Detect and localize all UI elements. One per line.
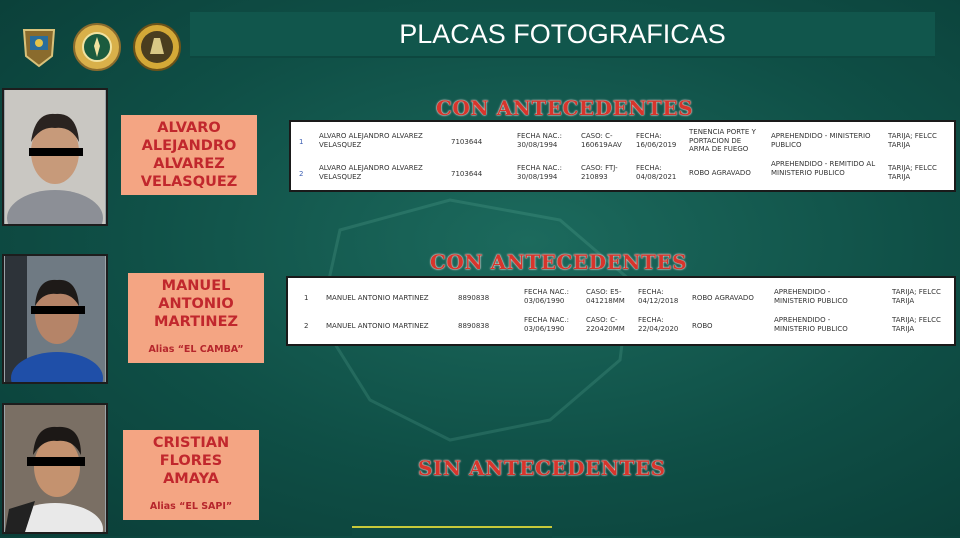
row-place: TARIJA; FELCC TARIJA: [888, 132, 937, 149]
person-name-line: MARTINEZ: [153, 314, 238, 330]
person-name-box-3: [123, 430, 259, 520]
row-number: 1: [304, 294, 309, 302]
row-status: APREHENDIDO - REMITIDO AL MINISTERIO PUBLICO: [771, 160, 876, 177]
person-photo-3: [2, 403, 108, 534]
row-name: MANUEL ANTONIO MARTINEZ: [326, 322, 429, 330]
row-place: TARIJA; FELCC TARIJA: [892, 288, 941, 305]
person-name-box-2: [128, 273, 264, 363]
person-name-line: AMAYA: [163, 471, 219, 487]
face-photo-icon: [4, 405, 106, 532]
row-number: 2: [304, 322, 309, 330]
row-date: FECHA: 16/06/2019: [636, 132, 677, 149]
row-case: CASO: C-220420MM: [586, 316, 625, 333]
row-crime: ROBO AGRAVADO: [689, 169, 751, 177]
face-photo-icon: [4, 90, 106, 224]
table-row: [291, 128, 954, 158]
row-crime: ROBO AGRAVADO: [692, 294, 754, 302]
person-name-line: VELASQUEZ: [140, 174, 238, 190]
page-title: PLACAS FOTOGRAFICAS: [399, 18, 726, 49]
row-place: TARIJA; FELCC TARIJA: [888, 164, 937, 181]
section-heading-1: CON ANTECEDENTES: [436, 96, 694, 120]
investigation-emblem-icon: [132, 22, 182, 72]
row-birth: FECHA NAC.: 30/08/1994: [517, 164, 562, 181]
person-photo-1: [2, 88, 108, 226]
row-id: 7103644: [451, 170, 483, 178]
table-row: [291, 160, 954, 190]
row-case: CASO: C-160619AAV: [581, 132, 622, 149]
row-status: APREHENDIDO - MINISTERIO PUBLICO: [774, 288, 848, 305]
person-name-line: CRISTIAN: [152, 435, 230, 451]
row-crime: TENENCIA PORTE Y PORTACION DE ARMA DE FUEGO: [689, 128, 756, 153]
person-name-line: ANTONIO: [158, 296, 234, 312]
person-name-line: ALVAREZ: [153, 156, 225, 172]
table-row: [288, 286, 954, 314]
section-heading-3: SIN ANTECEDENTES: [418, 456, 666, 480]
table-row: [288, 316, 954, 344]
row-status: APREHENDIDO - MINISTERIO PUBLICO: [774, 316, 848, 333]
row-status: APREHENDIDO - MINISTERIO PUBLICO: [771, 132, 871, 149]
police-badge-icon: [72, 22, 122, 72]
person-name-line: ALVARO: [157, 120, 221, 136]
row-birth: FECHA NAC.: 03/06/1990: [524, 316, 569, 333]
row-name: ALVARO ALEJANDRO ALVAREZ VELASQUEZ: [319, 164, 423, 181]
row-date: FECHA: 04/12/2018: [638, 288, 679, 305]
bolivia-shield-icon: [14, 22, 64, 72]
person-name-box-1: [121, 115, 257, 195]
person-alias: Alias “EL CAMBA”: [148, 344, 244, 355]
face-photo-icon: [4, 256, 106, 382]
person-alias: Alias “EL SAPI”: [149, 501, 233, 512]
row-number: 1: [299, 138, 304, 146]
row-date: FECHA: 04/08/2021: [636, 164, 677, 181]
row-number: 2: [299, 170, 304, 178]
person-photo-2: [2, 254, 108, 384]
person-name-line: ALEJANDRO: [141, 138, 237, 154]
records-table-2: [286, 276, 956, 346]
row-id: 7103644: [451, 138, 483, 146]
person-name-line: FLORES: [159, 453, 223, 469]
row-name: ALVARO ALEJANDRO ALVAREZ VELASQUEZ: [319, 132, 423, 149]
records-table-1: [289, 120, 956, 192]
row-birth: FECHA NAC.: 30/08/1994: [517, 132, 562, 149]
person-name-line: MANUEL: [161, 278, 231, 294]
row-case: CASO: E5-041218MM: [586, 288, 625, 305]
row-case: CASO: FTJ-210893: [581, 164, 618, 181]
row-id: 8890838: [458, 322, 490, 330]
row-birth: FECHA NAC.: 03/06/1990: [524, 288, 569, 305]
bottom-banner: [352, 526, 552, 538]
row-date: FECHA: 22/04/2020: [638, 316, 679, 333]
row-place: TARIJA; FELCC TARIJA: [892, 316, 941, 333]
row-crime: ROBO: [692, 322, 713, 330]
section-heading-2: CON ANTECEDENTES: [430, 250, 688, 274]
title-bar: [190, 12, 935, 58]
row-name: MANUEL ANTONIO MARTINEZ: [326, 294, 429, 302]
row-id: 8890838: [458, 294, 490, 302]
